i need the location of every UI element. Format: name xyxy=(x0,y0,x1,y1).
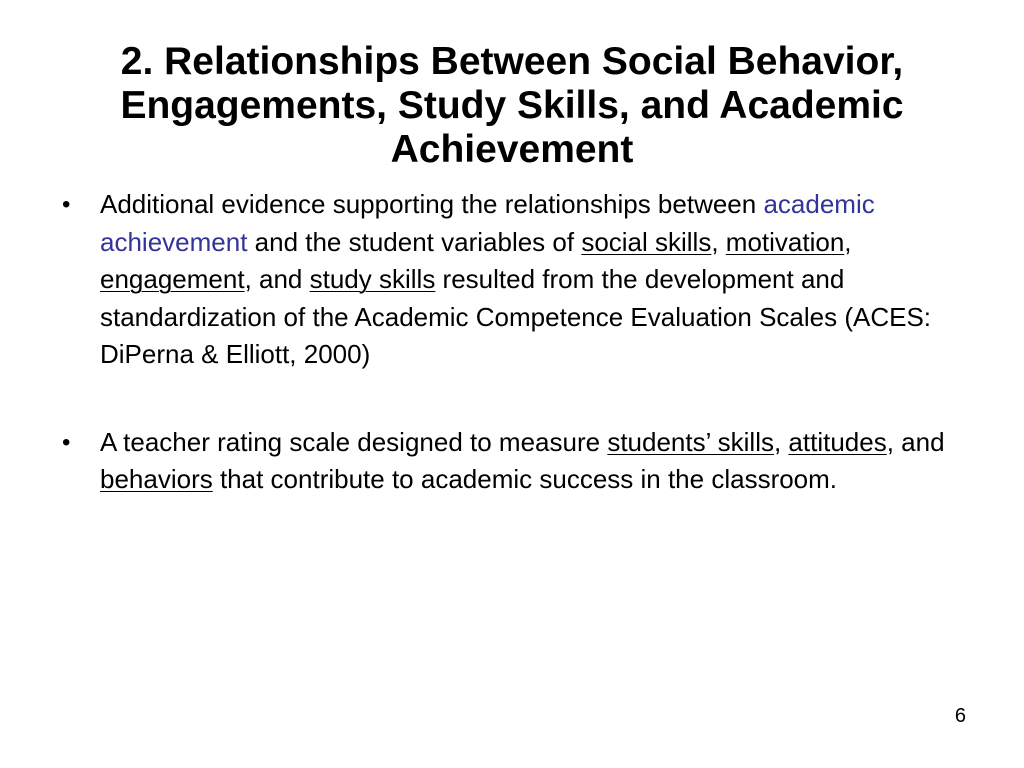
text-run: resulted from the development and standardization of the Academic Competence Evaluation Scales (ACES: DiPerna & Elliott, 2000) xyxy=(100,264,932,369)
motivation-term: motivation xyxy=(725,226,845,257)
bullet-text xyxy=(100,424,962,499)
text-run: , xyxy=(711,226,726,257)
text-run: that contribute to academic success in the classroom. xyxy=(212,464,838,494)
bullet-list xyxy=(62,186,962,499)
bullet-item-teacher-rating-scale xyxy=(62,424,962,499)
study-skills-term: study skills xyxy=(309,264,436,294)
students-skills-term: students’ skills xyxy=(607,426,774,457)
title-line-2: Engagements, Study Skills, and Academic xyxy=(120,84,904,128)
engagement-term: engagement xyxy=(100,264,245,294)
text-run: A teacher rating scale designed to measure xyxy=(100,426,608,457)
behaviors-term: behaviors xyxy=(100,464,213,494)
social-skills-term: social skills xyxy=(581,226,712,257)
text-run: , xyxy=(773,426,789,457)
text-run: and the student variables of xyxy=(247,226,582,257)
title-line-1: 2. Relationships Between Social Behavior, xyxy=(120,40,904,84)
text-run: Additional evidence supporting the relationships between xyxy=(100,189,764,219)
title-line-3: Achievement xyxy=(390,128,634,172)
academic-achievement-term: academic achievement xyxy=(100,189,875,257)
text-run: , xyxy=(844,226,852,257)
text-run: , and xyxy=(886,426,945,457)
attitudes-term: attitudes xyxy=(788,426,887,457)
page-number: 6 xyxy=(954,705,966,727)
bullet-text xyxy=(100,186,962,374)
bullet-marker: • xyxy=(62,191,71,218)
bullet-marker: • xyxy=(62,428,71,456)
text-run: , and xyxy=(244,264,310,294)
bullet-item-aces-evidence xyxy=(62,186,962,374)
slide-title xyxy=(40,40,984,172)
